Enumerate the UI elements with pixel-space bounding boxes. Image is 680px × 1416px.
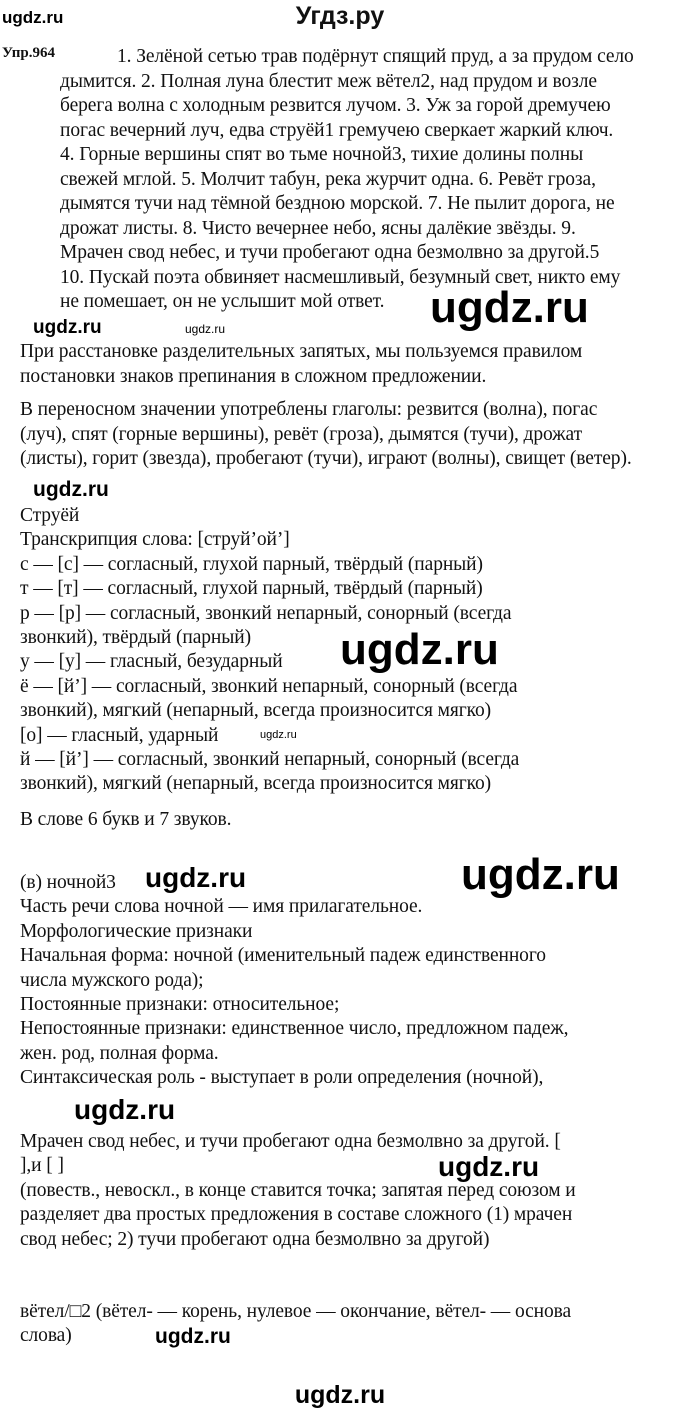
syntax-line: (повеств., невоскл., в конце ставится точка; запятая перед союзом и bbox=[20, 1179, 576, 1201]
morphology-line: Начальная форма: ночной (именительный падеж единственного bbox=[20, 945, 546, 967]
syntax-line: Мрачен свод небес, и тучи пробегают одна безмолвно за другой. [ bbox=[20, 1131, 561, 1152]
morphology-line: жен. род, полная форма. bbox=[20, 1042, 219, 1064]
syntax-line: ],и [ ] bbox=[20, 1155, 64, 1177]
phonetic-line: звонкий), мягкий (непарный, всегда произносится мягко) bbox=[20, 773, 492, 795]
phonetic-line: с — [с] — согласный, глухой парный, твёрдый (парный) bbox=[20, 553, 483, 575]
exercise-label: Упр.964 bbox=[2, 45, 56, 61]
watermark: ugdz.ru bbox=[294, 1381, 386, 1409]
syntax-line: свод небес; 2) тучи пробегают одна безмолвно за другой) bbox=[20, 1228, 490, 1250]
phonetic-line: й — [й’] — согласный, звонкий непарный, сонорный (всегда bbox=[20, 749, 520, 770]
morphology-line: Постоянные признаки: относительное; bbox=[20, 994, 340, 1015]
watermark: ugdz.ru bbox=[33, 478, 109, 501]
exercise-text-line: 1. Зелёной сетью трав подёрнут спящий пруд, а за прудом село bbox=[117, 46, 634, 67]
word-parse-line: вётел/□2 (вётел- — корень, нулевое — окончание, вётел- — основа bbox=[20, 1301, 572, 1322]
watermark: ugdz.ru bbox=[155, 1324, 231, 1348]
word-parse-line: слова) bbox=[20, 1325, 72, 1347]
figurative-note-line: (листы), горит (звезда), пробегают (тучи), играют (волны), свищет (ветер). bbox=[20, 448, 632, 469]
punctuation-note-line: При расстановке разделительных запятых, мы пользуемся правилом bbox=[20, 341, 583, 362]
exercise-text-line: 10. Пускай поэта обвиняет насмешливый, безумный свет, никто ему bbox=[60, 266, 621, 288]
watermark: ugdz.ru bbox=[340, 625, 499, 674]
phonetic-line: Транскрипция слова: [струй’ой’] bbox=[20, 529, 290, 551]
morphology-line: числа мужского рода); bbox=[20, 969, 204, 991]
watermark: ugdz.ru bbox=[74, 1094, 176, 1125]
watermark: ugdz.ru bbox=[461, 850, 620, 899]
watermark: ugdz.ru bbox=[145, 862, 247, 893]
exercise-text-line: 4. Горные вершины спят во тьме ночной3, тихие долины полны bbox=[60, 144, 584, 165]
syntax-line: разделяет два простых предложения в составе сложного (1) мрачен bbox=[20, 1204, 573, 1226]
exercise-text-line: дымится. 2. Полная луна блестит меж вётел2, над прудом и возле bbox=[60, 70, 597, 92]
morphology-line: Часть речи слова ночной — имя прилагательное. bbox=[20, 896, 423, 918]
watermark: ugdz.ru bbox=[438, 1150, 540, 1182]
phonetic-line: звонкий), твёрдый (парный) bbox=[20, 627, 251, 648]
figurative-note-line: В переносном значении употреблены глаголы: резвится (волна), погас bbox=[20, 399, 598, 420]
exercise-text-line: дымятся тучи над тёмной бездною морской. 7. Не пылит дорога, не bbox=[60, 193, 615, 214]
watermark: ugdz.ru bbox=[33, 317, 102, 338]
morphology-line: Синтаксическая роль - выступает в роли определения (ночной), bbox=[20, 1067, 544, 1089]
exercise-text-line: не помешает, он не услышит мой ответ. bbox=[60, 291, 385, 312]
phonetic-line: звонкий), мягкий (непарный, всегда произносится мягко) bbox=[20, 700, 492, 722]
phonetic-line: р — [р] — согласный, звонкий непарный, сонорный (всегда bbox=[20, 602, 512, 624]
watermark: ugdz.ru bbox=[185, 322, 226, 336]
punctuation-note-line: постановки знаков препинания в сложном предложении. bbox=[20, 365, 487, 387]
watermark: ugdz.ru bbox=[2, 8, 64, 27]
morphology-line: Морфологические признаки bbox=[20, 920, 253, 942]
phonetic-line: Струёй bbox=[20, 505, 80, 526]
exercise-text-line: Мрачен свод небес, и тучи пробегают одна безмолвно за другой.5 bbox=[60, 242, 600, 263]
watermark: ugdz.ru bbox=[430, 283, 589, 332]
morphology-line: (в) ночной3 bbox=[20, 872, 116, 893]
watermark: ugdz.ru bbox=[260, 729, 297, 741]
exercise-text-line: берега волна с холодным резвится лучом. 3. Уж за горой дремучею bbox=[60, 95, 611, 116]
figurative-note-line: (луч), спят (горные вершины), ревёт (гроза), дымятся (тучи), дрожат bbox=[20, 423, 583, 445]
phonetic-line: т — [т] — согласный, глухой парный, твёрдый (парный) bbox=[20, 578, 483, 600]
morphology-line: Непостоянные признаки: единственное число, предложном падеж, bbox=[20, 1018, 569, 1040]
phonetic-line: [о] — гласный, ударный bbox=[20, 724, 219, 746]
letters-sounds-line: В слове 6 букв и 7 звуков. bbox=[20, 809, 232, 830]
exercise-text-line: погас вечерний луч, едва струёй1 гремучею сверкает жаркий ключ. bbox=[60, 119, 614, 141]
phonetic-line: у — [у] — гласный, безударный bbox=[20, 651, 283, 673]
site-title: Угдз.ру bbox=[295, 2, 385, 30]
phonetic-line: ё — [й’] — согласный, звонкий непарный, сонорный (всегда bbox=[20, 675, 518, 697]
exercise-text-line: свежей мглой. 5. Молчит табун, река журчит одна. 6. Ревёт гроза, bbox=[60, 168, 596, 190]
exercise-text-line: дрожат листы. 8. Чисто вечернее небо, ясны далёкие звёзды. 9. bbox=[60, 217, 576, 239]
